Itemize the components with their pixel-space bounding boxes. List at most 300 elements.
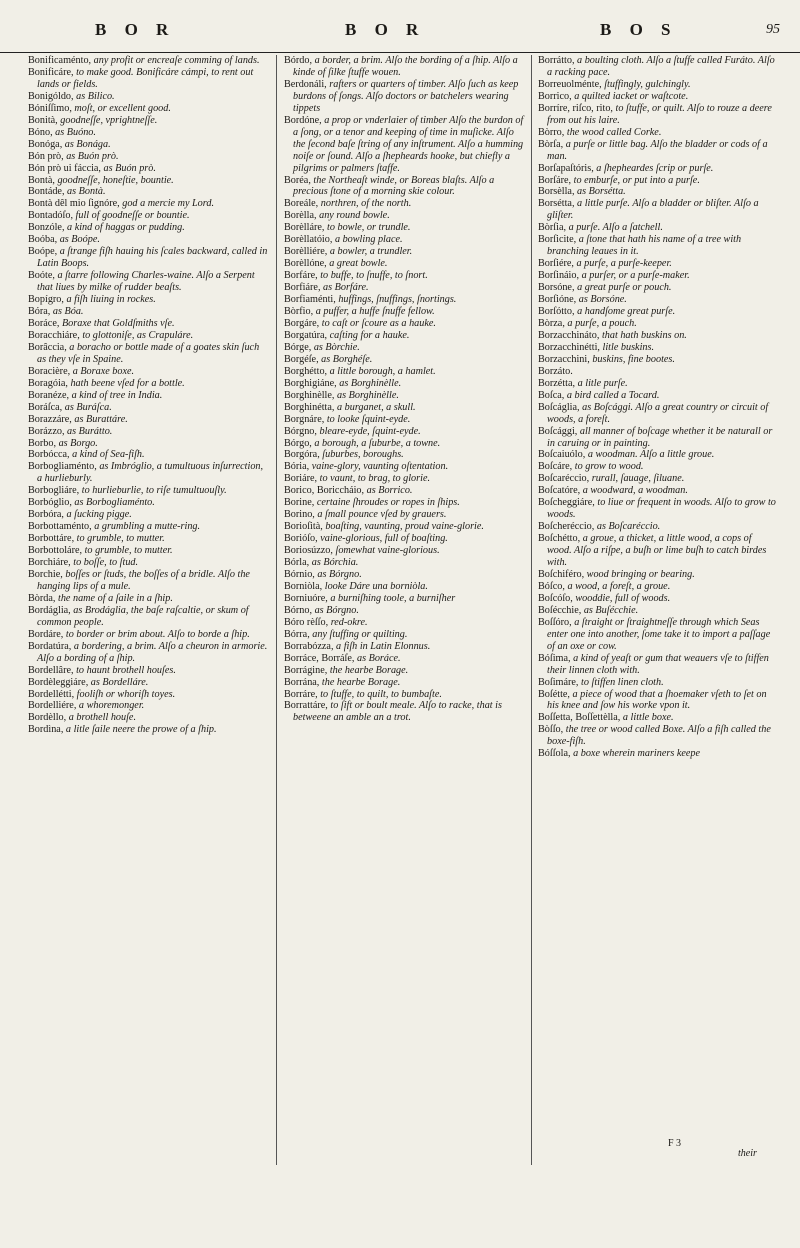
definition: as Bordelláre. — [90, 676, 149, 688]
dictionary-entry — [284, 461, 524, 473]
definition: goodneſſe, honeſtie, bountie. — [57, 174, 174, 186]
dictionary-entry — [284, 509, 524, 521]
running-head — [0, 14, 800, 53]
dictionary-entry — [28, 294, 268, 306]
definition: a burganet, a skull. — [337, 401, 416, 413]
headword: Boſcággi, — [538, 425, 578, 437]
definition: a purſe, a pouch. — [567, 317, 637, 329]
dictionary-entry — [538, 473, 778, 485]
definition: as Boópe. — [59, 234, 100, 246]
headword: Boſétte, — [538, 688, 570, 700]
definition: a great purſe or pouch. — [577, 282, 672, 294]
headword: Borzacchinétti, — [538, 341, 600, 353]
headword: Bóno, — [28, 126, 53, 138]
dictionary-entry — [28, 449, 268, 461]
dictionary-entry — [538, 521, 778, 533]
definition: as Bórgno. — [317, 568, 362, 580]
definition: a border, a brim. Alſo the bording of a ſhip. Alſo a kinde of ſilke ſtuffe wouen. — [293, 55, 518, 78]
dictionary-entry — [538, 593, 778, 605]
dictionary-entry — [538, 449, 778, 461]
dictionary-entry — [28, 222, 268, 234]
dictionary-entry — [538, 55, 778, 79]
definition: ſomewhat vaine-glorious. — [335, 545, 440, 557]
definition: a fiſh in Latin Elonnus. — [336, 640, 431, 652]
headword: Bòrſia, — [538, 222, 567, 234]
headword: Borríre, riſco, rito, — [538, 102, 613, 114]
definition: to glottoniſe, as Crapuláre. — [82, 329, 194, 341]
headword: Boſcaiuólo, — [538, 449, 586, 461]
headword: Borchie, — [28, 568, 63, 580]
headword: Borzacchináto, — [538, 329, 600, 341]
headword: Boſcáre, — [538, 461, 573, 473]
headword: Boreále, — [284, 198, 319, 210]
page-number: 95 — [766, 22, 780, 37]
dictionary-entry — [28, 270, 268, 294]
definition: to hurlieburlie, to riſe tumultuouſly. — [81, 485, 227, 497]
dictionary-entry — [284, 354, 524, 366]
definition: bleare-eyde, ſquint-eyde. — [319, 425, 421, 437]
headword: Bón prò ui fáccia, — [28, 162, 101, 174]
definition: a kind of yeaſt or gum that weauers vſe to ſtiffen their linnen cloth with. — [547, 652, 769, 676]
headword: Boóte, — [28, 270, 55, 282]
catchword: their — [738, 1148, 757, 1159]
headword: Borsóne, — [538, 282, 575, 294]
headword: Boſcatóre, — [538, 485, 581, 497]
dictionary-entry — [28, 700, 268, 712]
dictionary-entry — [284, 330, 524, 342]
dictionary-entry — [538, 318, 778, 330]
dictionary-entry — [28, 497, 268, 509]
headword: Boracchiáre, — [28, 329, 80, 341]
dictionary-entry — [28, 521, 268, 533]
definition: to boſſe, to ſtud. — [73, 557, 139, 569]
definition: a little borough, a hamlet. — [329, 365, 436, 377]
dictionary-entry — [28, 175, 268, 187]
headword: Borſapaſtóris, — [538, 162, 594, 174]
dictionary-entry — [284, 115, 524, 175]
headword: Bòrſa, — [538, 138, 564, 150]
headword: Borbócca, — [28, 449, 70, 461]
dictionary-entry — [284, 210, 524, 222]
headword: Borgéſe, — [284, 353, 319, 365]
dictionary-entry — [28, 151, 268, 163]
dictionary-entry — [538, 677, 778, 689]
dictionary-entry — [538, 282, 778, 294]
dictionary-entry — [28, 665, 268, 677]
definition: a ſtrange fiſh hauing his ſcales backward, called in Latin Boops. — [37, 246, 268, 270]
dictionary-entry — [28, 330, 268, 342]
definition: a wood, a foreſt, a groue. — [567, 580, 671, 592]
dictionary-entry — [284, 593, 524, 605]
dictionary-entry — [538, 186, 778, 198]
signature-mark: F 3 — [668, 1138, 682, 1149]
definition: as Bonága. — [64, 138, 111, 150]
dictionary-entry — [284, 366, 524, 378]
definition: to grumble, to mutter. — [84, 545, 173, 557]
dictionary-entry — [538, 91, 778, 103]
headword: Borfiaménti, — [284, 294, 336, 306]
headword: Borfáre, — [284, 270, 318, 282]
headword: Bóra, — [28, 306, 51, 318]
definition: as Buſécchie. — [583, 604, 639, 616]
dictionary-entry — [284, 665, 524, 677]
dictionary-entry — [28, 485, 268, 497]
dictionary-entry — [28, 641, 268, 665]
definition: a bordering, a brim. Alſo a cheuron in armorie. Alſo a bording of a ſhip. — [37, 640, 268, 664]
dictionary-entry — [28, 67, 268, 91]
headword: Bòrda, — [28, 592, 56, 604]
definition: as Buón prò. — [103, 162, 156, 174]
headword: Bórge, — [284, 341, 312, 353]
headword: Borzétta, — [538, 377, 576, 389]
definition: a brothell houſe. — [68, 712, 136, 724]
definition: as Borgo. — [58, 437, 98, 449]
dictionary-entry — [284, 438, 524, 450]
headword: Bóſco, — [538, 580, 565, 592]
headword: Borniòla, — [284, 580, 323, 592]
dictionary-entry — [28, 378, 268, 390]
headword: Borrattáre, — [284, 700, 328, 712]
definition: to looke ſquint-eyde. — [326, 413, 411, 425]
dictionary-entry — [284, 473, 524, 485]
column-rule-1 — [276, 55, 277, 1165]
dictionary-entry — [538, 617, 778, 653]
dictionary-entry — [28, 366, 268, 378]
definition: rafters or quarters of timber. Alſo ſuch as keep burdons of ſongs. Alſo doctors or batchelers wearing tippets — [293, 78, 519, 114]
definition: to buffe, to ſnuffe, to ſnort. — [320, 270, 428, 282]
definition: as Boráce. — [356, 652, 401, 664]
dictionary-entry — [28, 91, 268, 103]
dictionary-entry — [538, 79, 778, 91]
dictionary-entry — [538, 724, 778, 748]
dictionary-entry — [284, 617, 524, 629]
dictionary-entry — [284, 485, 524, 497]
definition: a ſucking pigge. — [66, 509, 132, 521]
headword: Borbóglio, — [28, 497, 72, 509]
headword: Boriosúzzo, — [284, 545, 333, 557]
headword: Borniuóre, — [284, 592, 328, 604]
headword: Bóniſſimo, — [28, 102, 72, 114]
dictionary-entry — [284, 533, 524, 545]
headword: Bonóga, — [28, 138, 63, 150]
dictionary-entry — [538, 163, 778, 175]
definition: a kind of tree in India. — [71, 389, 163, 401]
dictionary-entry — [284, 653, 524, 665]
headword: Borèlla, — [284, 210, 317, 222]
definition: to grumble, to mutter. — [76, 533, 165, 545]
dictionary-entry — [284, 282, 524, 294]
headword: Bonzóle, — [28, 222, 65, 234]
dictionary-entry — [284, 246, 524, 258]
definition: the Northeaſt winde, or Boreas blaſts. Alſo a precious ſtone of a morning skie colour. — [293, 174, 495, 198]
headword: Boſimáre, — [538, 676, 579, 688]
headword: Borgatúra, — [284, 329, 328, 341]
headword: Bón prò, — [28, 150, 64, 162]
definition: ſuburbes, boroughs. — [322, 449, 404, 461]
definition: to make good. Bonificáre cámpi, to rent out lands or fields. — [37, 66, 254, 90]
headword: Bordèleggiáre, — [28, 676, 89, 688]
definition: as Burattáre. — [74, 413, 128, 425]
definition: as Buráſca. — [64, 401, 112, 413]
headword: Bòrro, — [538, 126, 565, 138]
dictionary-entry — [28, 426, 268, 438]
column-1 — [28, 55, 268, 736]
headword: Bórdo, — [284, 55, 313, 66]
headword: Boragóia, — [28, 377, 68, 389]
definition: a ſtarre following Charles-waine. Alſo a Serpent that liues by milke of rudder beaſts. — [37, 270, 255, 294]
definition: any ſtuffing or quilting. — [312, 628, 408, 640]
definition: a Boraxe boxe. — [72, 365, 135, 377]
dictionary-entry — [284, 222, 524, 234]
dictionary-entry — [284, 79, 524, 115]
dictionary-entry — [538, 258, 778, 270]
definition: a groue, a thicket, a little wood, a cops of wood. Alſo a riſpe, a buſh or lime buſh to catch birdes with. — [547, 533, 767, 569]
dictionary-entry — [28, 186, 268, 198]
dictionary-entry — [28, 509, 268, 521]
dictionary-entry — [28, 461, 268, 485]
headword: Bonità, — [28, 114, 58, 126]
headword: Borbottoláre, — [28, 545, 83, 557]
headword: Borazzáre, — [28, 413, 72, 425]
headword: Borghétto, — [284, 365, 328, 377]
definition: as Bóa. — [52, 306, 84, 318]
headword: Borrico, — [538, 90, 572, 102]
definition: as Bórchia. — [311, 557, 359, 569]
dictionary-entry — [538, 426, 778, 450]
dictionary-entry — [28, 127, 268, 139]
dictionary-entry — [284, 294, 524, 306]
definition: rurall, ſauage, ſiluane. — [591, 473, 685, 485]
definition: full of goodneſſe or bountie. — [75, 210, 190, 222]
headword: Bórra, — [284, 628, 310, 640]
definition: a woodman. Alſo a little groue. — [587, 449, 715, 461]
definition: Boraxe that Goldſmiths vſe. — [61, 317, 175, 329]
definition: a burniſhing toole, a burniſher — [330, 592, 456, 604]
dictionary-entry — [28, 557, 268, 569]
definition: a ſtone that hath his name of a tree with branching leaues in it. — [547, 234, 742, 258]
headword: Borioſità, — [284, 521, 323, 533]
definition: boſſes or ſtuds, the boſſes of a bridle. Alſo the hanging lips of a mule. — [37, 568, 250, 592]
headword: Boranéze, — [28, 389, 70, 401]
headword: Borgnáre, — [284, 413, 325, 425]
definition: as Bontà. — [67, 186, 106, 198]
definition: buskins, fine bootes. — [592, 353, 675, 365]
headword: Borrána, — [284, 676, 320, 688]
dictionary-entry — [28, 163, 268, 175]
headword: Borsèlla, — [538, 186, 575, 198]
headword: Borſináio, — [538, 270, 580, 282]
dictionary-entry — [284, 629, 524, 641]
definition: as Buón prò. — [66, 150, 119, 162]
headword: Boſcáglia, — [538, 401, 580, 413]
definition: caſting for a hauke. — [329, 329, 410, 341]
dictionary-entry — [28, 198, 268, 210]
definition: that hath buskins on. — [601, 329, 687, 341]
dictionary-entry — [538, 222, 778, 234]
headword: Bordellâre, — [28, 664, 74, 676]
headword: Borèlliére, — [284, 246, 328, 258]
definition: to bowle, or trundle. — [327, 222, 411, 234]
definition: any profit or encreaſe comming of lands. — [93, 55, 260, 66]
dictionary-entry — [284, 557, 524, 569]
headword: Berdonáli, — [284, 78, 327, 90]
headword: Bordelliére, — [28, 700, 77, 712]
definition: a kind of haggas or pudding. — [67, 222, 185, 234]
definition: as Burátto. — [67, 425, 113, 437]
headword: Borfiáre, — [284, 282, 321, 294]
definition: as Borbogliaménto. — [74, 497, 155, 509]
running-head-right: B O S — [600, 20, 678, 39]
headword: Boópe, — [28, 246, 58, 258]
headword: Borbogliáre, — [28, 485, 80, 497]
definition: a little purſe. Alſo a bladder or bliſter. Alſo a gliſter. — [547, 198, 759, 222]
dictionary-entry — [538, 175, 778, 187]
headword: Borſáre, — [538, 174, 572, 186]
headword: Boſcheréccio, — [538, 521, 595, 533]
dictionary-entry — [284, 605, 524, 617]
definition: a bowling place. — [334, 234, 403, 246]
definition: as Brodáglia, the baſe raſcaltie, or skum of common people. — [37, 604, 249, 628]
definition: a little boxe. — [622, 712, 674, 724]
definition: as Buóno. — [55, 126, 96, 138]
definition: a ſmall pounce vſed by grauers. — [317, 509, 447, 521]
dictionary-entry — [284, 414, 524, 426]
dictionary-entry — [28, 115, 268, 127]
dictionary-entry — [538, 294, 778, 306]
definition: a grumbling a mutte-ring. — [94, 521, 201, 533]
dictionary-entry — [284, 258, 524, 270]
headword: Bordèllo, — [28, 712, 67, 724]
definition: a puffer, a huffe ſnuffe fellow. — [315, 306, 435, 318]
definition: fooliſh or whoriſh toyes. — [76, 688, 176, 700]
dictionary-entry — [28, 689, 268, 701]
definition: a ſtraight or ſtraightneſſe through which Seas enter one into another, ſome take it to import a paſſage of an oxe or cow. — [547, 616, 771, 652]
definition: as Borsóne. — [578, 294, 627, 306]
headword: Bória, — [284, 461, 310, 473]
definition: a ſhepheardes ſcrip or purſe. — [596, 162, 714, 174]
definition: ſtuffingly, gulchingly. — [604, 78, 691, 90]
headword: Boſſetta, Boſſettèlla, — [538, 712, 621, 724]
dictionary-entry — [28, 139, 268, 151]
definition: goodneſſe, vprightneſſe. — [60, 114, 158, 126]
dictionary-entry — [538, 270, 778, 282]
headword: Borázzo, — [28, 425, 65, 437]
dictionary-entry — [284, 198, 524, 210]
dictionary-entry — [538, 497, 778, 521]
definition: as Borfáre. — [323, 282, 369, 294]
dictionary-entry — [284, 449, 524, 461]
definition: a purſe. Alſo a ſatchell. — [568, 222, 663, 234]
headword: Bontadóſo, — [28, 210, 73, 222]
headword: Borghigiáne, — [284, 377, 337, 389]
dictionary-entry — [28, 246, 268, 270]
dictionary-entry — [284, 402, 524, 414]
dictionary-entry — [538, 198, 778, 222]
headword: Borâccia, — [28, 341, 67, 353]
definition: a bowler, a trundler. — [329, 246, 413, 258]
headword: Boſcheggiáre, — [538, 497, 595, 509]
headword: Boracière, — [28, 365, 71, 377]
dictionary-entry — [284, 175, 524, 199]
headword: Borbóra, — [28, 509, 64, 521]
dictionary-entry — [284, 689, 524, 701]
definition: looke Dáre una borniòla. — [324, 580, 428, 592]
headword: Borico, Boriccháio, — [284, 485, 365, 497]
headword: Bordáglia, — [28, 604, 71, 616]
definition: a great bowle. — [329, 258, 388, 270]
dictionary-entry — [28, 318, 268, 330]
headword: Boráce, — [28, 317, 60, 329]
headword: Borráce, Borráſe, — [284, 652, 355, 664]
headword: Bonificaménto, — [28, 55, 92, 66]
headword: Borſótto, — [538, 306, 575, 318]
definition: as Borrico. — [366, 485, 413, 497]
headword: Boſécchie, — [538, 604, 582, 616]
dictionary-entry — [538, 533, 778, 569]
column-rule-2 — [531, 55, 532, 1165]
headword: Borrátto, — [538, 55, 575, 66]
definition: a purſer, or a purſe-maker. — [581, 270, 690, 282]
dictionary-entry — [538, 485, 778, 497]
definition: a prop or vnderlaier of timber Alſo the burdon of a ſong, or a tenor and keeping of time in muſicke. Alſo the ſecond baſe ſtring of any inſtrument. Alſo a humming noiſe or ſound. Alſo a ſhepheards hooke, but chiefly a pilgrims or palmers ſtaffe. — [293, 114, 524, 174]
headword: Borrágine, — [284, 664, 328, 676]
column-2 — [284, 55, 524, 724]
definition: wooddie, full of woods. — [575, 592, 671, 604]
definition: to ſtuffe, or quilt. Alſo to rouze a deere from out his laire. — [547, 102, 772, 126]
dictionary-entry — [284, 390, 524, 402]
headword: Borbottaménto, — [28, 521, 92, 533]
dictionary-entry — [28, 342, 268, 366]
dictionary-entry — [28, 55, 268, 67]
headword: Borzacchini, — [538, 353, 590, 365]
headword: Borſiére, — [538, 258, 574, 270]
dictionary-entry — [538, 127, 778, 139]
headword: Bordìna, — [28, 724, 64, 736]
headword: Boréa, — [284, 174, 311, 186]
definition: vaine-glory, vaunting oſtentation. — [311, 461, 449, 473]
dictionary-entry — [538, 366, 778, 378]
headword: Borzáto. — [538, 365, 573, 377]
definition: god a mercie my Lord. — [122, 198, 215, 210]
headword: Bopígro, — [28, 294, 64, 306]
headword: Bóſima, — [538, 652, 571, 664]
column-3 — [538, 55, 778, 760]
headword: Boſcaréccio, — [538, 473, 590, 485]
dictionary-entry — [538, 402, 778, 426]
definition: a boulting cloth. Alſo a ſtuffe called Furáto. Alſo a racking pace. — [547, 55, 775, 78]
definition: as Bórgno. — [314, 604, 359, 616]
headword: Borèllóne, — [284, 258, 327, 270]
definition: any round bowle. — [319, 210, 390, 222]
dictionary-entry — [284, 677, 524, 689]
headword: Bordáre, — [28, 628, 64, 640]
dictionary-entry — [538, 653, 778, 677]
dictionary-entry — [28, 533, 268, 545]
headword: Boſchétto, — [538, 533, 581, 545]
definition: all manner of boſcage whether it be naturall or in caruing or in painting. — [547, 425, 773, 449]
headword: Borèlláre, — [284, 222, 325, 234]
dictionary-entry — [28, 103, 268, 115]
headword: Borchiáre, — [28, 557, 71, 569]
dictionary-entry — [28, 210, 268, 222]
definition: to ſtuffe, to quilt, to bumbaſte. — [320, 688, 442, 700]
headword: Boriáre, — [284, 473, 318, 485]
headword: Borráre, — [284, 688, 318, 700]
dictionary-entry — [538, 354, 778, 366]
dictionary-entry — [284, 641, 524, 653]
dictionary-entry — [284, 581, 524, 593]
headword: Boráſca, — [28, 401, 63, 413]
